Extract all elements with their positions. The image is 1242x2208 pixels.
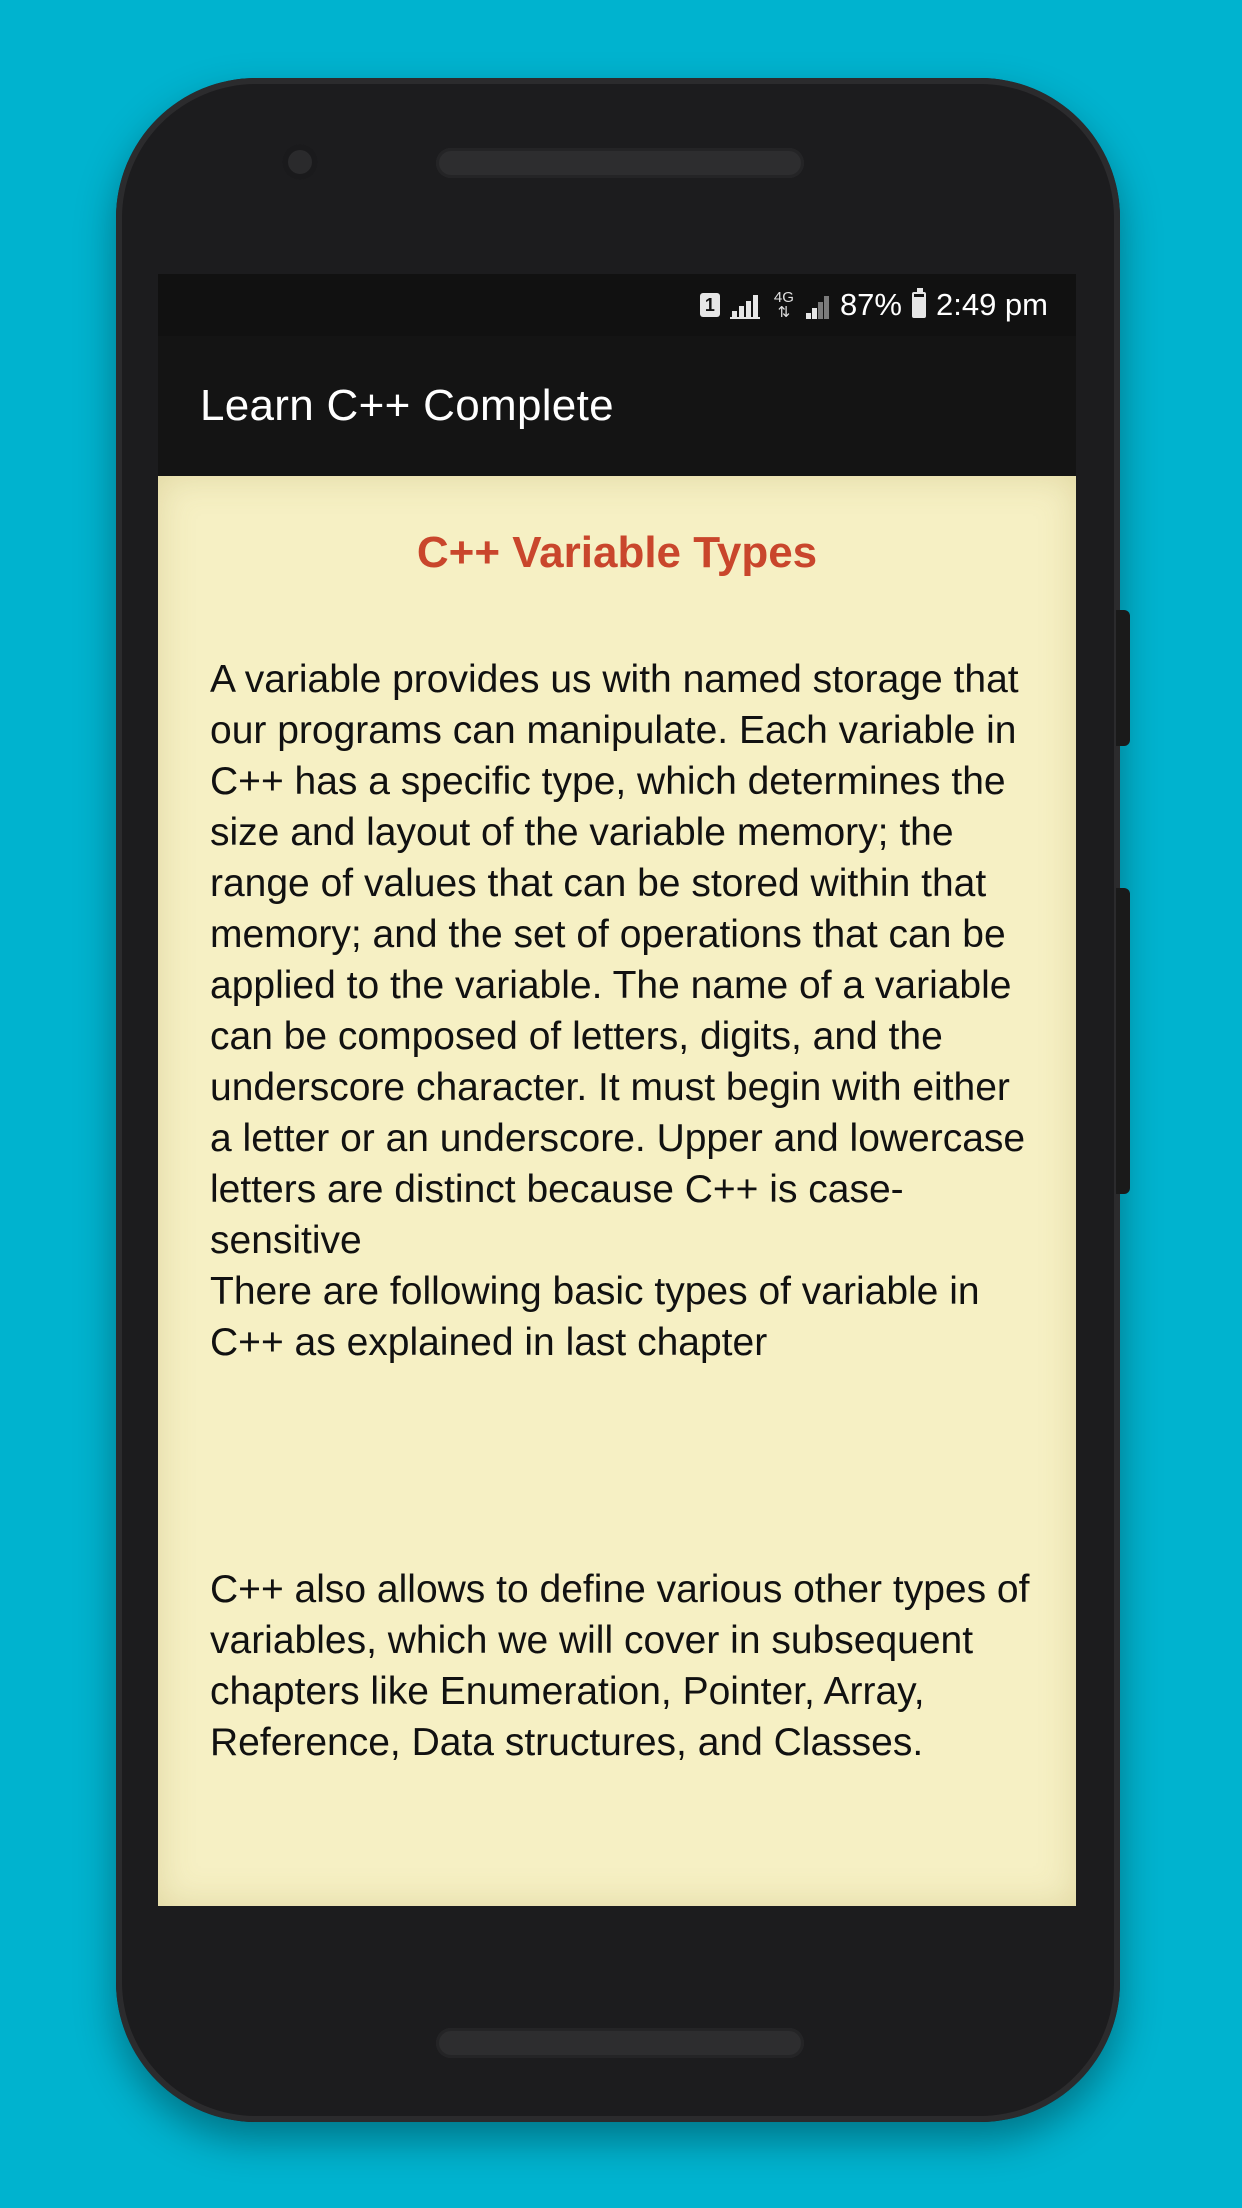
paragraph-intro-continued: There are following basic types of variable in C++ as explained in last chapter [210,1270,980,1364]
battery-fill [914,297,924,316]
network-4g-icon: 4G ⇅ [773,289,794,321]
top-speaker [436,148,804,178]
paragraph-intro [210,654,1030,1368]
volume-button [1116,610,1130,746]
bottom-speaker [436,2028,804,2058]
app-title: Learn C++ Complete [200,381,614,430]
page-title: C++ Variable Types [416,528,818,577]
status-bar [158,274,1076,336]
article-content[interactable] [158,476,1076,1906]
battery-icon [912,292,926,318]
battery-percent: 87% [839,287,902,322]
app-bar [158,336,1076,476]
clock: 2:49 pm [935,287,1048,322]
signal-weak-icon [804,291,830,319]
signal-icon [730,291,764,319]
paragraph-intro-text: A variable provides us with named storage that our programs can manipulate. Each variable in C++ has a specific type, which determines the size and layout of the variable memory; the range of values that can be stored within that memory; and the set of operations that can be applied to the variable. The name of a variable can be composed of letters, digits, and the underscore character. It must begin with either a letter or an underscore. Upper and lowercase letters are distinct because C++ is case-sensitive [210,658,1026,1262]
front-camera [282,144,318,180]
sim-icon: 1 [700,293,720,317]
power-button [1116,888,1130,1194]
screen [158,274,1076,1906]
paragraph-other-types: C++ also allows to define various other types of variables, which we will cover in subsequent chapters like Enumeration, Pointer, Array, Reference, Data structures, and Classes. [210,1568,1030,1764]
network-label: 4G [773,289,794,306]
